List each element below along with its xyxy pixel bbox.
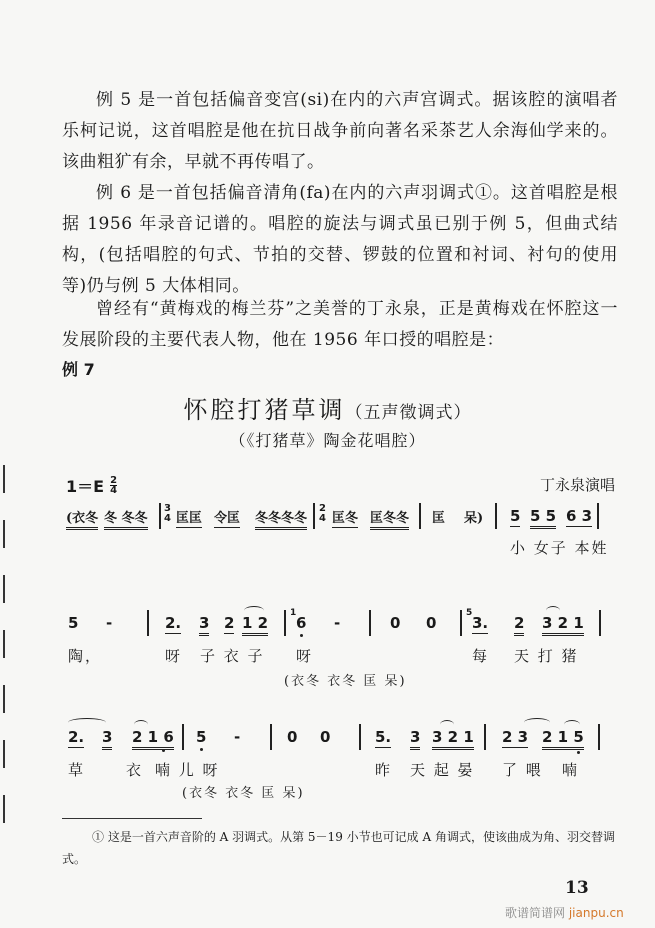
rest: 0 (287, 728, 298, 746)
note: 2 3 (502, 728, 529, 746)
perc-token: 令匡 (214, 507, 240, 528)
note: 3 2 1 (432, 728, 474, 750)
perc-token: 匡 (432, 511, 446, 526)
note: 2 (224, 614, 235, 632)
watermark-site: 歌谱简谱网 (505, 906, 566, 920)
slur (524, 718, 550, 727)
lyric: 衣 (126, 761, 144, 779)
percussion-line: (衣冬 衣冬 匡 呆) (284, 674, 407, 689)
grace-note: 1 (290, 608, 297, 618)
barline (599, 610, 601, 636)
song-title-text: 怀腔打猪草调 (183, 396, 346, 424)
score-system-1 (62, 503, 618, 557)
slur (68, 718, 106, 727)
binding-mark (3, 630, 5, 658)
grace-note: 5 (466, 608, 473, 618)
barline (419, 503, 421, 529)
dash: - (106, 614, 113, 632)
note: 3 (410, 728, 420, 750)
barline (359, 724, 361, 750)
barline (313, 503, 315, 529)
barline (270, 724, 272, 750)
barline (597, 503, 599, 529)
lyric: 了 喂 (502, 761, 543, 779)
binding-mark (3, 575, 5, 603)
lyric: 昨 (375, 761, 393, 779)
barline (484, 724, 486, 750)
paragraph-example-5: 例 5 是一首包括偏音变宫(si)在内的六声宫调式。据该腔的演唱者乐柯记说，这首唱腔是他在抗日战争前向著名采茶艺人余海仙学来的。该曲粗犷有余，早就不再传唱了。 (62, 90, 618, 172)
lyric: 陶， (68, 647, 103, 665)
key-text: 1＝E (66, 477, 105, 496)
low-octave-dot (200, 748, 203, 751)
low-octave-dot (577, 751, 580, 754)
barline (147, 610, 149, 636)
score-system-3 (62, 728, 618, 801)
note: 2 1 6 (132, 728, 174, 750)
song-mode: （五声徵调式） (345, 403, 472, 423)
binding-mark (3, 465, 5, 493)
note: 3 (199, 614, 209, 636)
watermark (505, 904, 624, 921)
percussion-line: (衣冬 衣冬 匡 呆) (182, 786, 305, 801)
binding-mark (3, 740, 5, 768)
binding-mark (3, 685, 5, 713)
dash: - (234, 728, 241, 746)
footnote-divider (62, 818, 202, 819)
lyric: 天 打 猪 (514, 647, 579, 665)
note: 2. (165, 614, 182, 632)
song-subtitle: （《打猪草》陶金花唱腔） (229, 431, 426, 450)
example-label: 例 7 (62, 360, 95, 379)
note: 5 (510, 507, 521, 525)
paragraph-example-6: 例 6 是一首包括偏音清角(fa)在内的六声羽调式①。这首唱腔是根据 1956 年录音记谱的。唱腔的旋法与调式虽已别于例 5，但曲式结构，(包括唱腔的句式、节拍的交替、锣鼓的位置和衬词、衬句的使用等)仍与例 5 大体相同。 (62, 183, 618, 296)
note: 2 (514, 614, 524, 636)
watermark-url: jianpu.cn (568, 906, 624, 920)
performer-credit: 丁永泉演唱 (539, 476, 615, 494)
perc-token: 冬冬冬冬 (255, 507, 307, 530)
note: 6 3 (566, 507, 593, 525)
perc-token: 冬 冬冬 (104, 507, 148, 530)
note: 2 1 5 (542, 728, 584, 750)
footnote: ① 这是一首六声音阶的 A 羽调式。从第 5－19 小节也可记成 A 角调式，使该曲成为角、羽交替调式。 (62, 830, 615, 866)
barline (182, 724, 184, 750)
perc-token: 匡匡 (176, 507, 202, 528)
perc-token: (衣冬 (66, 507, 98, 530)
perc-token: 匡冬 (332, 507, 358, 528)
barline (284, 610, 286, 636)
lyric: 喃 (562, 761, 580, 779)
binding-mark (3, 795, 5, 823)
barline (495, 503, 497, 529)
key-signature (66, 474, 117, 497)
low-octave-dot (162, 749, 165, 752)
lyric: 天 起 晏 (410, 761, 475, 779)
low-octave-dot (300, 634, 303, 637)
rest: 0 (390, 614, 401, 632)
perc-token: 匡冬冬 (370, 507, 409, 530)
note: 3 (102, 728, 112, 750)
barline (460, 610, 462, 636)
note: 1 2 (242, 614, 268, 636)
time-signature: $\frac{2}{4}$ (110, 475, 118, 496)
page-number: 13 (565, 878, 589, 898)
lyric: 子 衣 子 (200, 647, 265, 665)
note: 6 (296, 614, 307, 632)
slur (244, 606, 264, 615)
note: 3 2 1 (542, 614, 584, 636)
time-change: 3 4 (164, 503, 171, 524)
barline (159, 503, 161, 529)
lyric: 呀 (296, 647, 314, 665)
rest: 0 (320, 728, 331, 746)
barline (598, 724, 600, 750)
score-system-2 (62, 608, 618, 689)
note: 5 (68, 614, 79, 632)
note: 5. (375, 728, 392, 746)
dash: - (334, 614, 341, 632)
note: 5 5 (530, 507, 556, 529)
note: 3. (472, 614, 489, 632)
perc-token: 呆) (464, 511, 484, 526)
lyrics: 小 女子 本姓 (510, 539, 609, 557)
time-change: 2 4 (319, 503, 326, 524)
binding-mark (3, 520, 5, 548)
paragraph-ding-yongquan: 曾经有“黄梅戏的梅兰芬”之美誉的丁永泉，正是黄梅戏在怀腔这一发展阶段的主要代表人物，他在 1956 年口授的唱腔是： (62, 299, 618, 350)
slur (546, 606, 560, 615)
rest: 0 (426, 614, 437, 632)
note: 2. (68, 728, 85, 746)
lyric: 每 (472, 647, 490, 665)
barline (369, 610, 371, 636)
song-title (0, 390, 655, 425)
note: 5 (196, 728, 207, 746)
lyric: 喃 儿 呀 (155, 761, 220, 779)
lyric: 草 (68, 761, 86, 779)
lyric: 呀 (165, 647, 183, 665)
